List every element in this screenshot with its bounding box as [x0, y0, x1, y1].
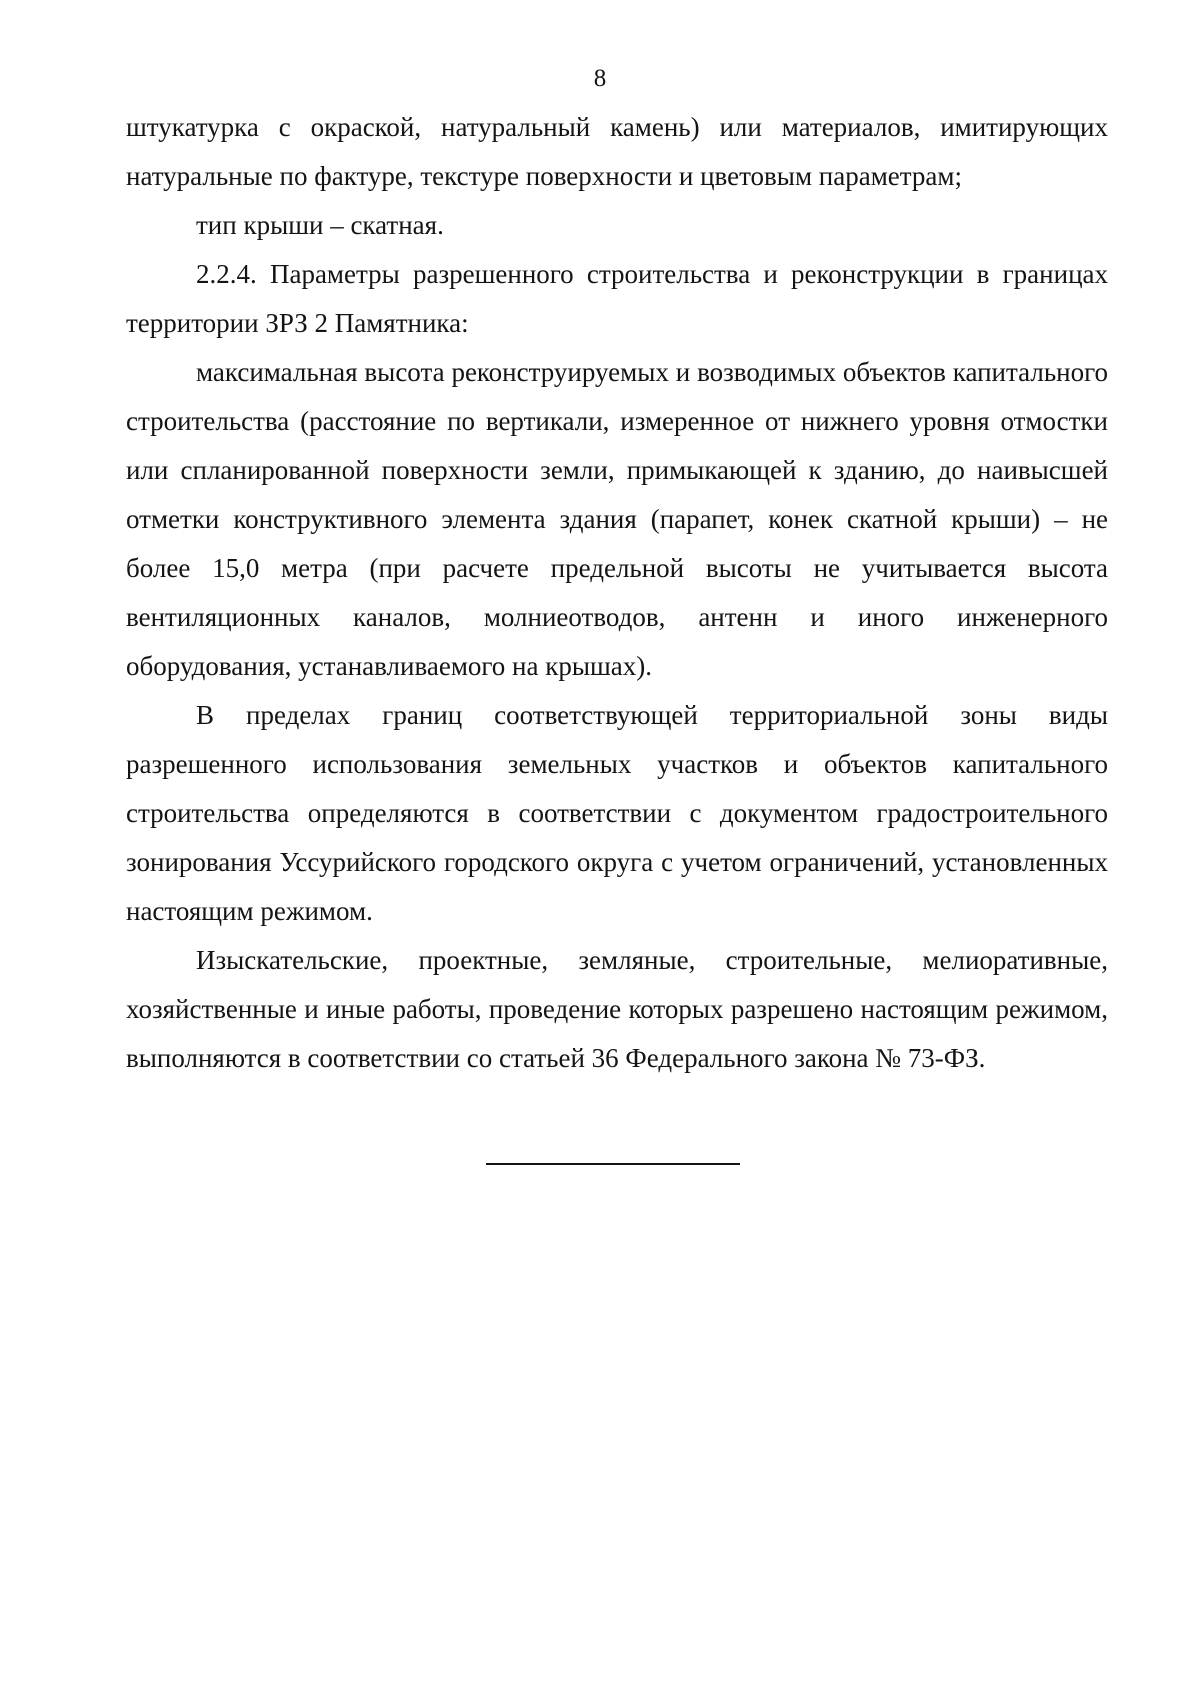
paragraph-max-height: максимальная высота реконструируемых и возводимых объектов капитального строительства (расстояние по вертикали, измеренное от нижнего уровня отмостки или спланированной поверхности земли, примыкающей к зданию, до наивысшей отметки конструктивного элемента здания (парапет, конек скатной крыши) – не более 15,0 метра (при расчете предельной высоты не учитывается высота вентиляционных каналов, молниеотводов, антенн и иного инженерного оборудования, устанавливаемого на крышах).	[126, 357, 1108, 681]
page-number: 8	[593, 65, 607, 92]
paragraph-section-2-2-4: 2.2.4. Параметры разрешенного строительства и реконструкции в границах территории ЗРЗ 2 Памятника:	[126, 259, 1108, 338]
paragraph-roof-type: тип крыши – скатная.	[196, 210, 444, 240]
paragraph-works: Изыскательские, проектные, земляные, строительные, мелиоративные, хозяйственные и иные работы, проведение которых разрешено настоящим режимом, выполняются в соответствии со статьей 36 Федерального закона № 73-ФЗ.	[126, 945, 1108, 1073]
end-divider-line	[486, 1163, 740, 1165]
document-body	[126, 103, 1108, 1083]
paragraph-permitted-use: В пределах границ соответствующей территориальной зоны виды разрешенного использования земельных участков и объектов капитального строительства определяются в соответствии с документом градостроительного зонирования Уссурийского городского округа с учетом ограничений, установленных настоящим режимом.	[126, 700, 1108, 926]
paragraph-materials-continuation: штукатурка с окраской, натуральный камень) или материалов, имитирующих натуральные по фактуре, текстуре поверхности и цветовым параметрам;	[126, 112, 1108, 191]
